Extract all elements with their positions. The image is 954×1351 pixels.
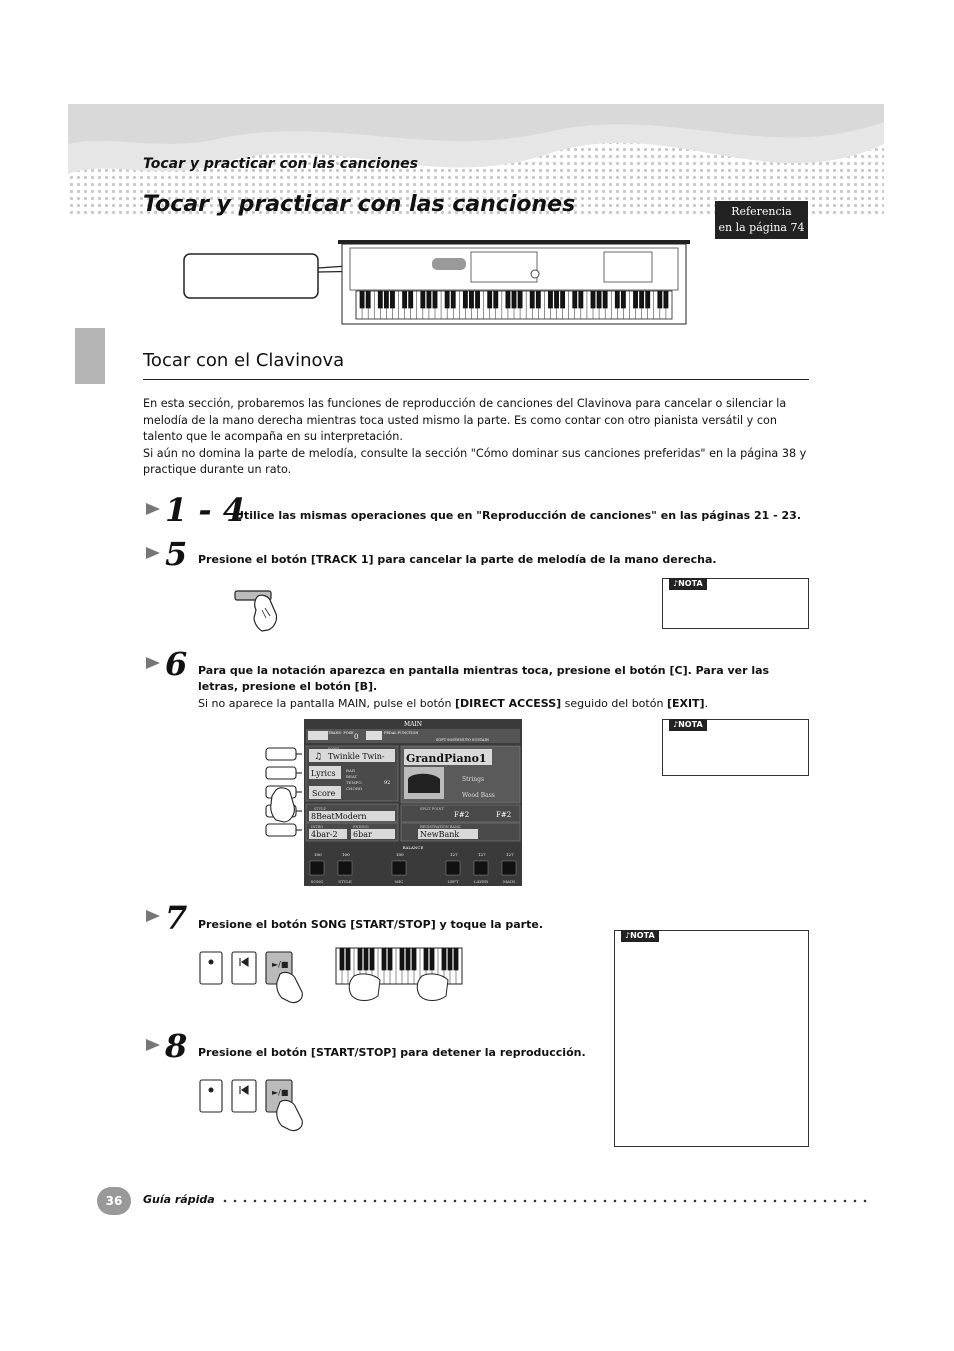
keyboard-hands-illustration [334, 946, 464, 1004]
step-number: 1 - 4 [165, 491, 246, 529]
voice-name: GrandPiano1 [406, 752, 487, 765]
tempo-label: TEMPO [346, 780, 362, 785]
balance-value: 100 [396, 852, 404, 857]
reference-line2: en la página 74 [718, 221, 805, 234]
section-divider [143, 379, 809, 380]
footer-dot-leader [220, 1199, 870, 1203]
chapter-tab [75, 328, 105, 384]
bar-label: BAR [346, 768, 355, 773]
pedal-label: PEDAL FUNCTION [384, 731, 419, 735]
split-value-1: F#2 [454, 811, 470, 819]
balance-label: SONG [310, 879, 324, 884]
balance-slider [446, 861, 460, 875]
step-number: 8 [165, 1027, 188, 1065]
balance-label: LEFT [447, 879, 459, 884]
intro-paragraph-2: Si aún no domina la parte de melodía, consulte la sección "Cómo dominar sus canciones preferidas" en la página 38 y practique durante un rato. [143, 446, 807, 477]
balance-value: 100 [342, 852, 350, 857]
chord-label: CHORD [346, 786, 363, 791]
step-arrow-icon [146, 1039, 160, 1051]
style-name: 8BeatModern [311, 812, 367, 821]
lyrics-button: Lyrics [311, 769, 336, 778]
step-text: Utilice las mismas operaciones que en "Reproducción de canciones" en las páginas 21 - 23. [235, 509, 802, 522]
ending-value: 6bar [353, 830, 372, 839]
step-arrow-icon [146, 657, 160, 669]
note-label: ♪NOTA [621, 930, 659, 942]
voice-2: Strings [462, 776, 485, 783]
note-box [662, 578, 809, 629]
step-arrow-icon [146, 503, 160, 515]
main-screen-display [304, 719, 522, 886]
section-title: Tocar con el Clavinova [143, 350, 345, 371]
step-arrow-icon [146, 910, 160, 922]
start-stop-button-illustration [196, 1076, 316, 1132]
intro-text [143, 396, 809, 479]
ending-label: ENDING [353, 825, 369, 829]
balance-label: MIC [394, 879, 404, 884]
split-label: SPLIT POINT [420, 807, 444, 811]
step-arrow-icon [146, 547, 160, 559]
balance-title: BALANCE [402, 845, 424, 850]
step-text: Presione el botón [START/STOP] para detener la reproducción. [198, 1046, 586, 1059]
running-title: Tocar y practicar con las canciones [143, 156, 419, 172]
screen-side-buttons [262, 746, 306, 838]
balance-slider [338, 861, 352, 875]
balance-slider [502, 861, 516, 875]
page-number: 36 [97, 1187, 131, 1215]
note-box [662, 719, 809, 776]
step-subtext: Si no aparece la pantalla MAIN, pulse el botón [DIRECT ACCESS] seguido del botón [EXIT]. [198, 697, 709, 710]
svg-text:►/■: ►/■ [272, 960, 289, 969]
pedal-sub: SOFT SOSTENUTO SUSTAIN [436, 738, 489, 742]
beat-label: BEAT [346, 774, 358, 779]
step-text: Presione el botón SONG [START/STOP] y toque la parte. [198, 918, 544, 931]
intro-paragraph: En esta sección, probaremos las funciones de reproducción de canciones del Clavinova para cancelar o silenciar la melodía de la mano derecha mientras toca usted mismo la parte. Es como contar con otro pianista versátil y con talento que le acompaña en su interpretación. [143, 397, 787, 444]
clavinova-panel-illustration [180, 238, 700, 328]
song-control-buttons [196, 948, 316, 1004]
svg-text:♫: ♫ [314, 752, 323, 762]
registration-value: NewBank [420, 830, 460, 839]
score-button: Score [312, 789, 336, 798]
balance-label: STYLE [338, 879, 352, 884]
track1-button-press-illustration [232, 588, 282, 634]
step-text: Presione el botón [TRACK 1] para cancelar la parte de melodía de la mano derecha. [198, 553, 717, 566]
balance-slider [310, 861, 324, 875]
balance-label: LAYER [474, 879, 488, 884]
voice-3: Wood Bass [462, 792, 495, 799]
step-number: 6 [165, 645, 188, 683]
note-label: ♪NOTA [669, 719, 707, 731]
tempo-value: 92 [384, 780, 391, 786]
balance-value: 127 [450, 852, 458, 857]
registration-label: REGISTRATION BANK [420, 825, 461, 829]
step-text: Para que la notación aparezca en pantalla mientras toca, presione el botón [C]. Para ver las letras, presione el botón [B]. [198, 664, 770, 693]
style-label: STYLE [314, 807, 326, 811]
balance-value: 100 [314, 852, 322, 857]
intro-label: INTRO [311, 825, 324, 829]
page-title: Tocar y practicar con las canciones [143, 192, 576, 217]
svg-text:►/■: ►/■ [272, 1088, 289, 1097]
footer-guide-label: Guía rápida [143, 1193, 215, 1206]
balance-value: 127 [478, 852, 486, 857]
balance-value: 127 [506, 852, 514, 857]
balance-label: MAIN [502, 879, 516, 884]
intro-value: 4bar-2 [311, 830, 338, 839]
step-number: 7 [165, 899, 188, 937]
reference-box [715, 201, 808, 239]
step-number: 5 [165, 535, 188, 573]
transpose-value: 0 [354, 733, 359, 741]
reference-line1: Referencia [731, 205, 792, 218]
balance-slider [474, 861, 488, 875]
split-value-2: F#2 [496, 811, 512, 819]
screen-title: MAIN [403, 721, 423, 728]
note-box [614, 930, 809, 1147]
song-name: Twinkle Twin- [328, 752, 385, 761]
transpose-label: TRANS- POSE [328, 731, 354, 735]
balance-slider [392, 861, 406, 875]
note-label: ♪NOTA [669, 578, 707, 590]
